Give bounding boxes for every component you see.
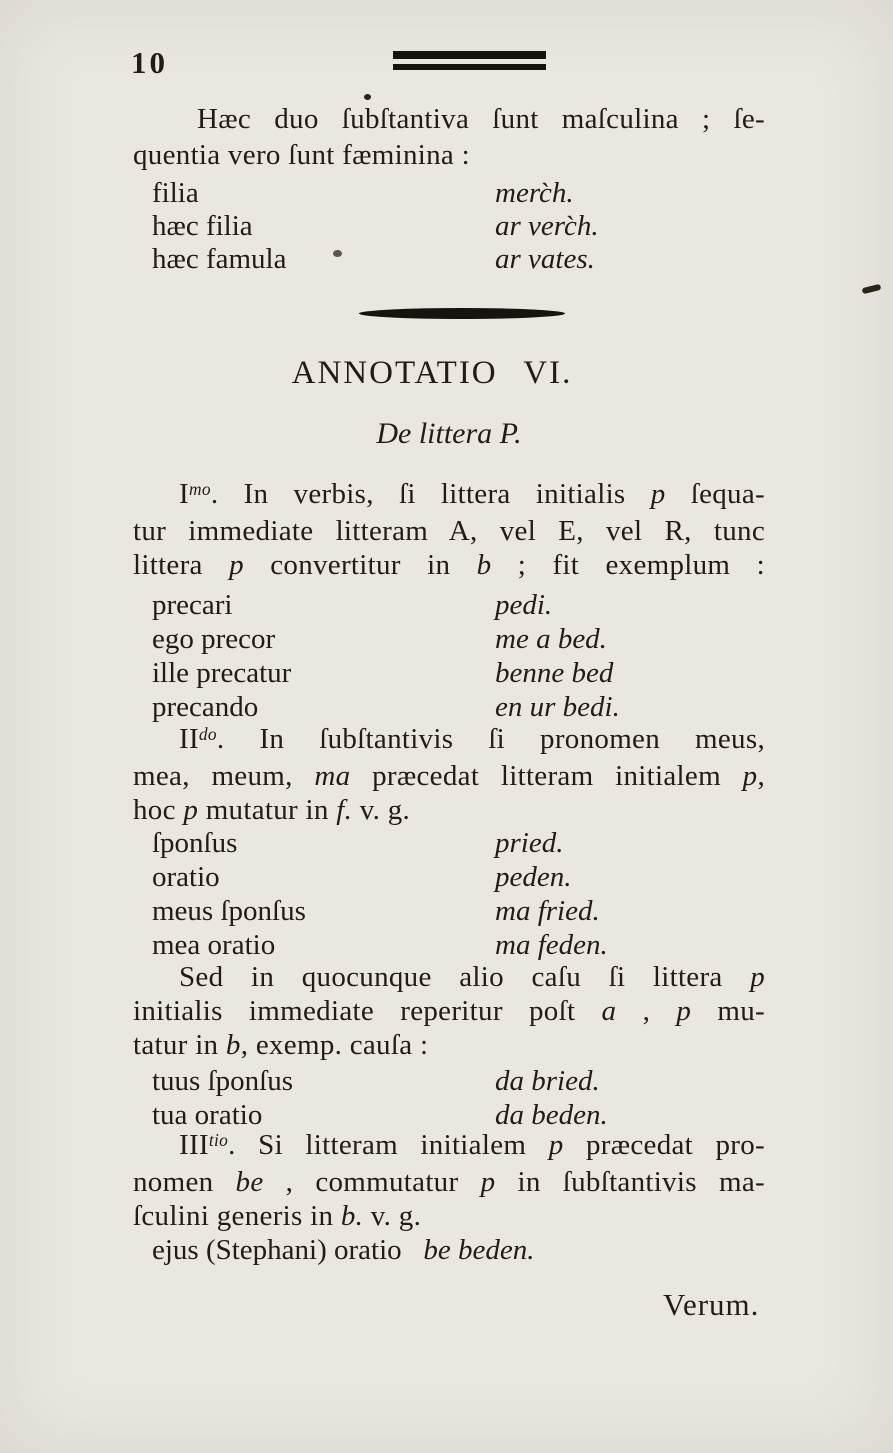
- vocab-row: [133, 894, 765, 928]
- section-4-paragraph: [133, 1128, 765, 1233]
- text-line: quentia vero ſunt fæminina :: [133, 139, 471, 171]
- text-line: Hæc duo ſubſtantiva ſunt maſculina ; ſe-: [197, 103, 765, 135]
- vocab-row: [133, 588, 765, 622]
- text-line: tatur in b, exemp. cauſa :: [133, 1029, 429, 1061]
- text-line: nomen be , commutatur p in ſubſtantivis ma-: [133, 1166, 765, 1198]
- latin-term: ego precor: [152, 623, 276, 655]
- latin-term: tua oratio: [152, 1099, 263, 1131]
- annotation-subtitle: De littera P.: [376, 417, 522, 450]
- breton-term: peden.: [495, 861, 572, 893]
- ink-speck: [862, 284, 882, 294]
- ink-speck: [333, 250, 342, 257]
- header-double-rule-ornament: [393, 51, 546, 70]
- vocab-row: [133, 860, 765, 894]
- text-line: hoc p mutatur in f. v. g.: [133, 794, 411, 826]
- vocab-row: [133, 826, 765, 860]
- latin-term: oratio: [152, 861, 220, 893]
- annotation-title: ANNOTATIO VI.: [291, 355, 573, 391]
- text-line: tur immediate litteram A, vel E, vel R, tunc: [133, 515, 765, 547]
- latin-term: ille precatur: [152, 657, 292, 689]
- vocab-row: [133, 928, 765, 962]
- page-number: 10: [131, 45, 168, 80]
- ink-speck: [364, 94, 371, 100]
- vocab-row: [133, 656, 765, 690]
- catchword: Verum.: [663, 1287, 760, 1322]
- breton-term: pedi.: [495, 589, 553, 621]
- latin-term: mea oratio: [152, 929, 276, 961]
- breton-term: ar verc̀h.: [495, 210, 599, 242]
- vocab-row: [133, 177, 765, 210]
- text-line: $III^{tio}$. Si litteram initialem p præcedat pro-: [179, 1129, 765, 1161]
- breton-term: ar vates.: [495, 243, 595, 275]
- breton-term: merc̀h.: [495, 177, 574, 209]
- breton-term: ma feden.: [495, 929, 608, 961]
- breton-term: da bried.: [495, 1065, 600, 1097]
- latin-term: filia: [152, 177, 199, 209]
- latin-term: precari: [152, 589, 233, 621]
- latin-term: tuus ſponſus: [152, 1065, 293, 1097]
- text-line: mea, meum, ma præcedat litteram initialem p,: [133, 760, 765, 792]
- text-line: littera p convertitur in b ; fit exemplum :: [133, 549, 765, 581]
- breton-term: me a bed.: [495, 623, 607, 655]
- latin-term: ſponſus: [152, 827, 238, 859]
- text-line: initialis immediate reperitur poſt a , p mu-: [133, 995, 765, 1027]
- breton-term: pried.: [495, 827, 564, 859]
- breton-term: en ur bedi.: [495, 691, 620, 723]
- swelled-rule-divider: [359, 308, 565, 319]
- section-2-paragraph: [133, 722, 765, 827]
- breton-term: benne bed: [495, 657, 614, 689]
- latin-term: hæc filia: [152, 210, 253, 242]
- intro-paragraph: [133, 101, 765, 173]
- vocab-row: [133, 1098, 765, 1132]
- vocab-list-section-2: [133, 826, 765, 962]
- example-line: ejus (Stephani) oratio be beden.: [152, 1234, 535, 1266]
- section-1-paragraph: [133, 477, 765, 582]
- vocab-list-section-1: [133, 588, 765, 724]
- vocab-row: [133, 622, 765, 656]
- text-line: $I^{mo}$. In verbis, ſi littera initialis p ſequa-: [179, 478, 765, 510]
- breton-term: da beden.: [495, 1099, 608, 1131]
- vocab-row: [133, 243, 765, 276]
- section-3-paragraph: [133, 960, 765, 1062]
- latin-term: precando: [152, 691, 259, 723]
- vocab-list-feminine-nouns: [133, 177, 765, 276]
- vocab-list-section-3: [133, 1064, 765, 1132]
- breton-term: ma fried.: [495, 895, 600, 927]
- vocab-row: [133, 1064, 765, 1098]
- latin-term: meus ſponſus: [152, 895, 306, 927]
- vocab-row: [133, 210, 765, 243]
- text-line: ſculini generis in b. v. g.: [133, 1200, 422, 1232]
- vocab-row: [133, 690, 765, 724]
- text-line: Sed in quocunque alio caſu ſi littera p: [179, 961, 765, 993]
- latin-term: hæc famula: [152, 243, 287, 275]
- text-line: $II^{do}$. In ſubſtantivis ſi pronomen meus,: [179, 723, 765, 755]
